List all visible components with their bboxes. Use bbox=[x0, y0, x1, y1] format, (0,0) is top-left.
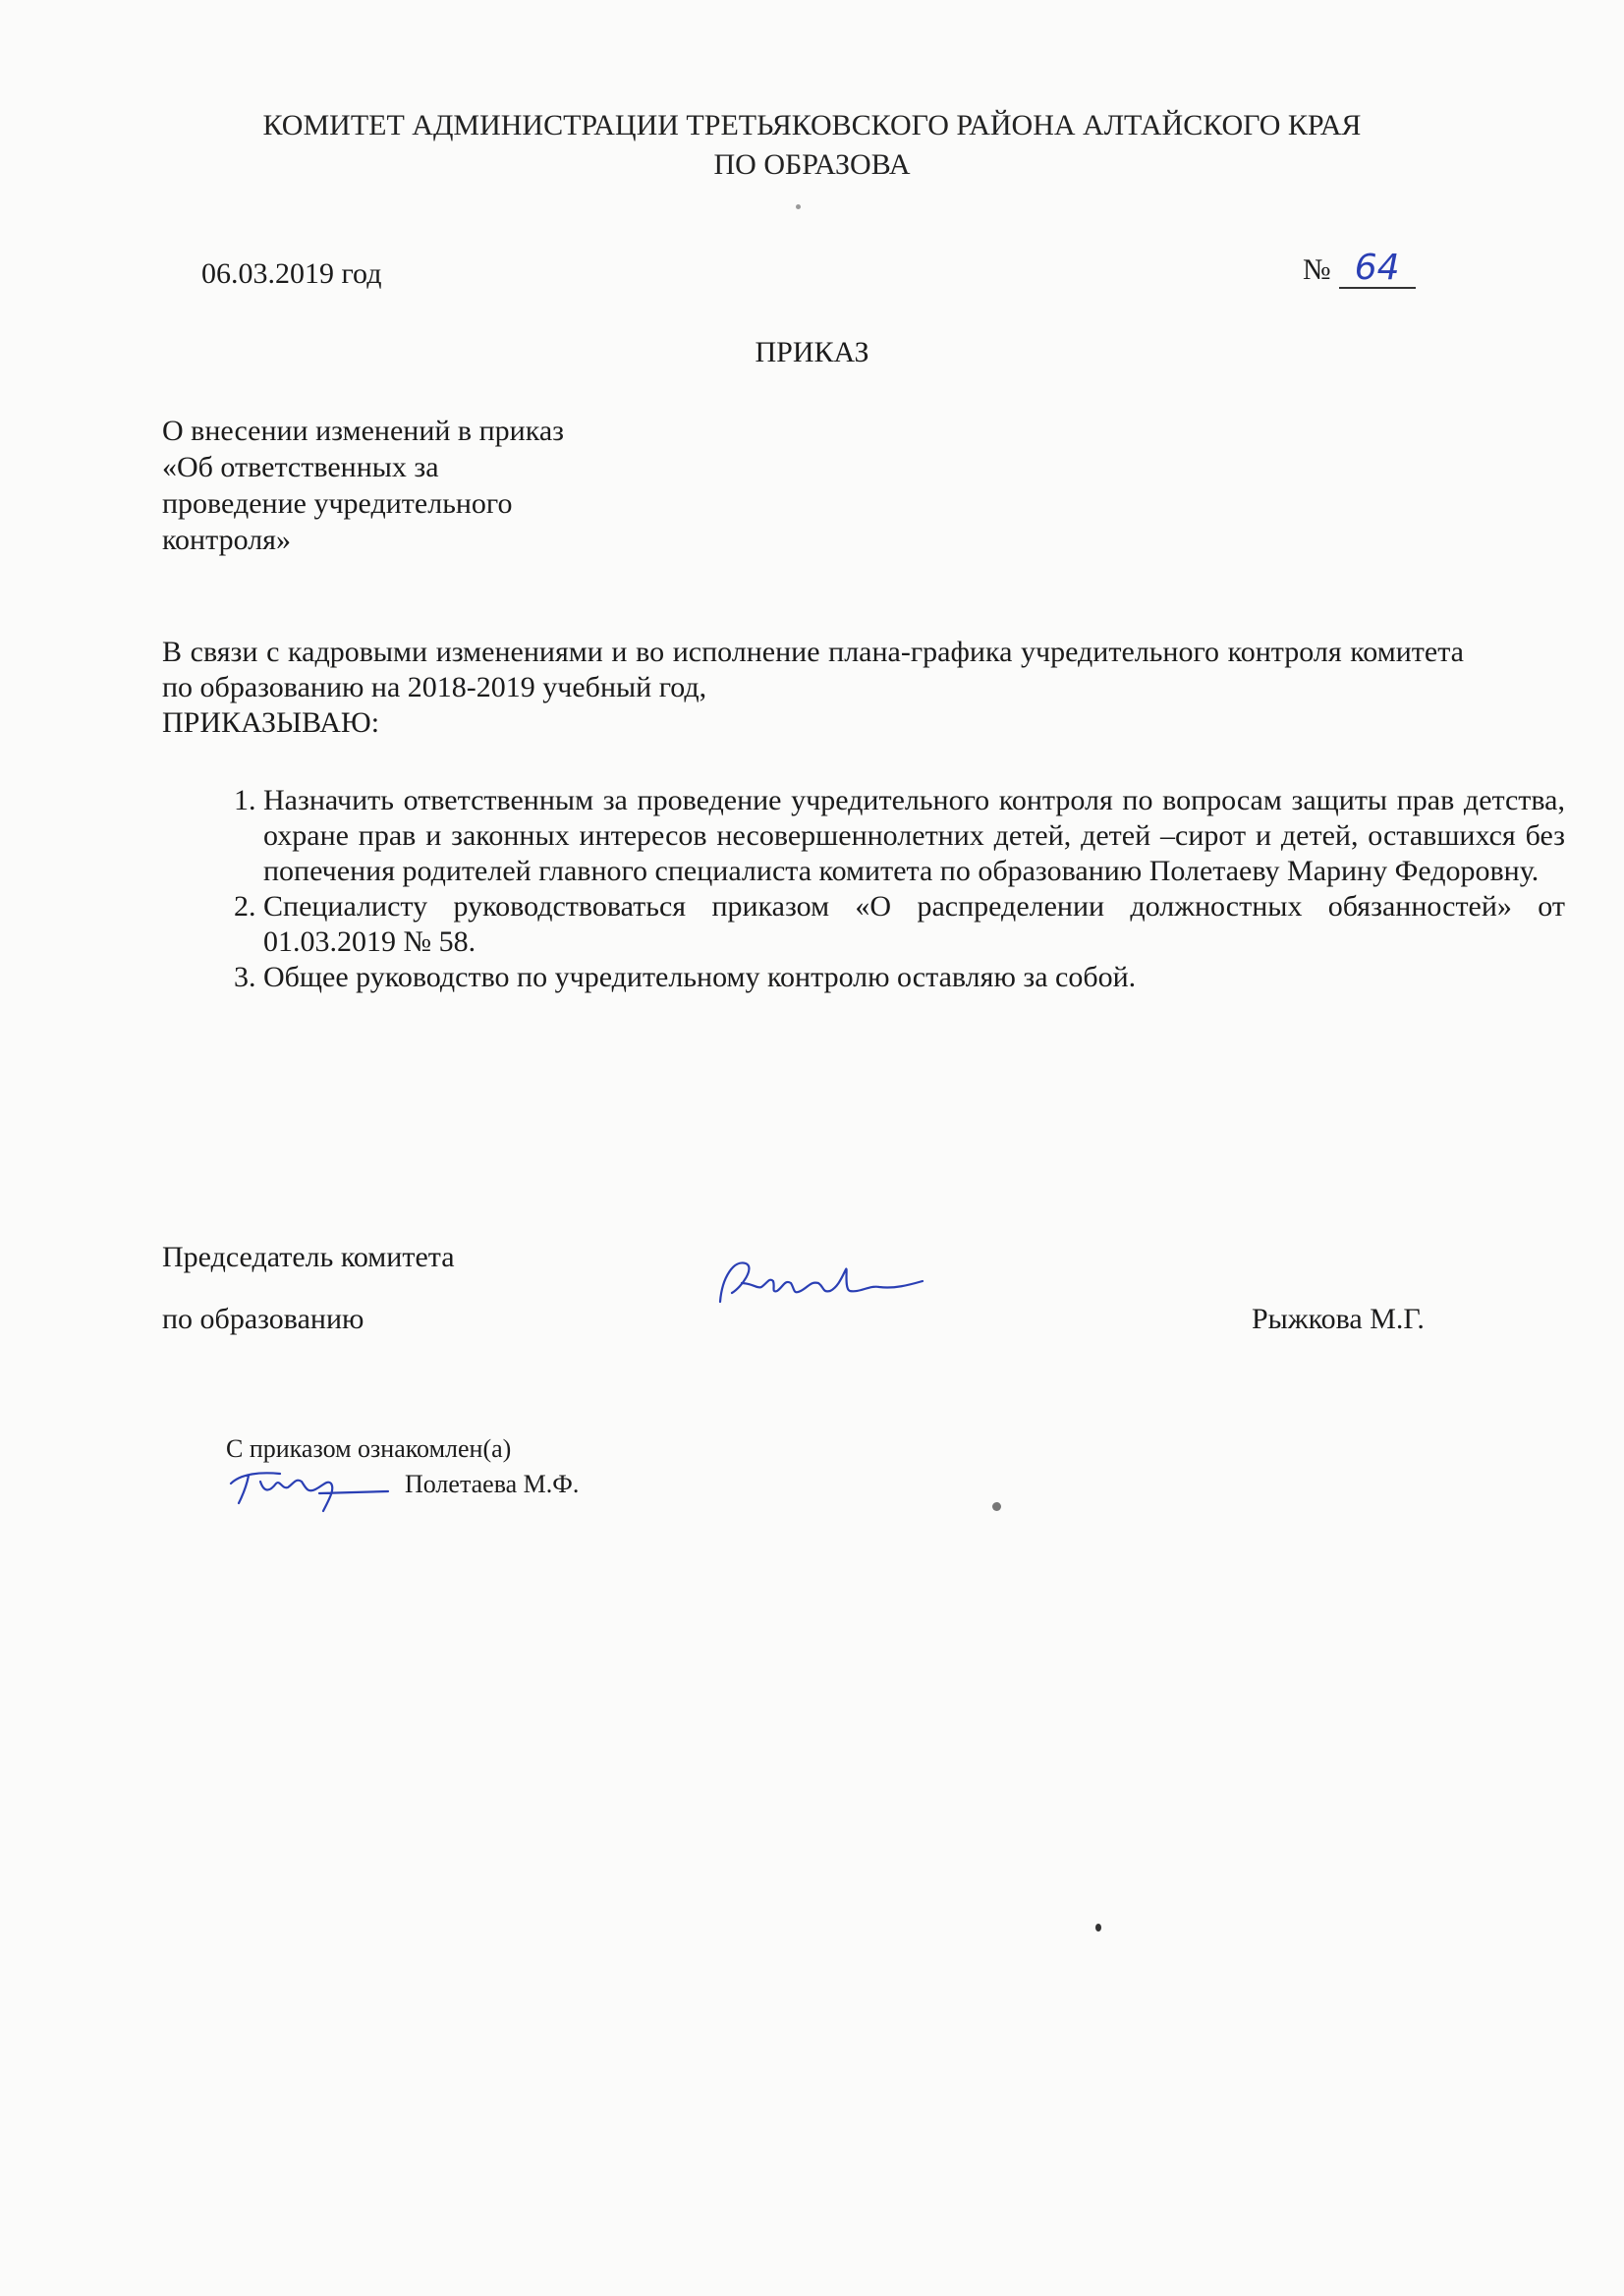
intro-paragraph bbox=[162, 635, 1464, 741]
acknowledgement-label: С приказом ознакомлен(а) bbox=[226, 1434, 512, 1463]
list-item: 2. Специалисту руководствоваться приказом «О распределении должностных обязанностей» от 01.03.2019 № 58. bbox=[263, 889, 1565, 960]
signer-role-line-2: по образованию bbox=[162, 1303, 364, 1335]
document-date: 06.03.2019 год bbox=[201, 257, 382, 290]
intro-text: В связи с кадровыми изменениями и во исполнение плана-графика учредительного контроля комитета по образованию на 2018-2019 учебный год, bbox=[162, 636, 1464, 703]
document-number bbox=[1303, 250, 1416, 289]
list-item: 3. Общее руководство по учредительному контролю оставляю за собой. bbox=[263, 960, 1565, 995]
scan-speck bbox=[992, 1502, 1001, 1511]
header-line-2: ПО ОБРАЗОВА bbox=[713, 148, 911, 181]
header-line-1: КОМИТЕТ АДМИНИСТРАЦИИ ТРЕТЬЯКОВСКОГО РАЙОНА АЛТАЙСКОГО КРАЯ bbox=[262, 109, 1362, 141]
scan-speck bbox=[796, 204, 801, 209]
subject-line: О внесении изменений в приказ bbox=[162, 415, 564, 447]
order-items-list bbox=[162, 783, 1565, 995]
organization-header bbox=[157, 106, 1467, 185]
document-subject bbox=[162, 413, 673, 558]
order-word: ПРИКАЗЫВАЮ: bbox=[162, 706, 380, 739]
number-label: № bbox=[1303, 253, 1331, 286]
signer-role-line-1: Председатель комитета bbox=[162, 1241, 455, 1273]
scan-speck bbox=[1095, 1924, 1101, 1932]
number-value: 64 bbox=[1339, 250, 1416, 289]
subject-line: проведение учредительного bbox=[162, 487, 513, 520]
document-title: ПРИКАЗ bbox=[755, 336, 869, 368]
signer-name: Рыжкова М.Г. bbox=[1252, 1303, 1425, 1335]
subject-line: «Об ответственных за bbox=[162, 451, 439, 483]
subject-line: контроля» bbox=[162, 524, 291, 556]
acknowledger-name: Полетаева М.Ф. bbox=[405, 1470, 580, 1498]
chairman-signature-icon bbox=[712, 1248, 928, 1326]
acknowledger-signature-icon bbox=[221, 1454, 418, 1523]
list-item: 1. Назначить ответственным за проведение учредительного контроля по вопросам защиты прав детства, охране прав и законных интересов несовершеннолетних детей, детей –сирот и детей, оставшихся без попечения родителей главного специалиста комитета по образованию Полетаеву Марину Федоровну. bbox=[263, 783, 1565, 889]
